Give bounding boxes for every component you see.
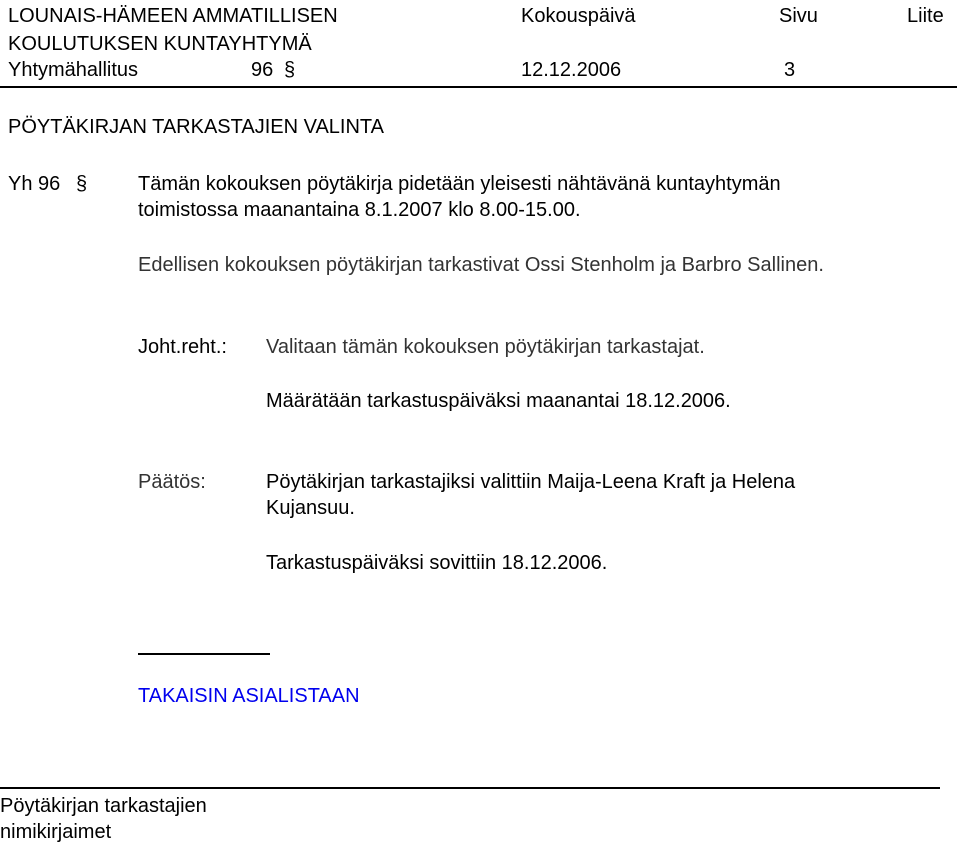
page-label: Sivu xyxy=(779,5,818,27)
meeting-date: 12.12.2006 xyxy=(521,59,622,81)
proposal-label: Joht.reht.: xyxy=(138,336,227,358)
section-sign-icon: § xyxy=(284,59,296,81)
decision-label: Päätös: xyxy=(138,471,206,493)
paragraph-1-line-2: toimistossa maanantaina 8.1.2007 klo 8.00-15.00. xyxy=(138,199,581,221)
section-sign-icon: § xyxy=(76,173,88,195)
paragraph-1-line-1: Tämän kokouksen pöytäkirja pidetään yleisesti nähtävänä kuntayhtymän xyxy=(138,173,781,195)
org-name-line2: KOULUTUKSEN KUNTAYHTYMÄ xyxy=(8,33,312,55)
section-number: 96 xyxy=(251,59,274,81)
date-label: Kokouspäivä xyxy=(521,5,636,27)
proposal-line-1: Valitaan tämän kokouksen pöytäkirjan tarkastajat. xyxy=(266,336,705,358)
attachment-label: Liite xyxy=(907,5,944,27)
link-divider xyxy=(138,653,270,655)
decision-line-3: Tarkastuspäiväksi sovittiin 18.12.2006. xyxy=(266,552,608,574)
paragraph-2: Edellisen kokouksen pöytäkirjan tarkastivat Ossi Stenholm ja Barbro Sallinen. xyxy=(138,254,824,276)
org-name-line1: LOUNAIS-HÄMEEN AMMATILLISEN xyxy=(8,5,338,27)
item-reference: Yh 96 xyxy=(8,173,61,195)
footer-line-2: nimikirjaimet xyxy=(0,821,112,843)
decision-line-2: Kujansuu. xyxy=(266,497,355,519)
board-name: Yhtymähallitus xyxy=(8,59,139,81)
item-title: PÖYTÄKIRJAN TARKASTAJIEN VALINTA xyxy=(8,116,385,138)
decision-line-1: Pöytäkirjan tarkastajiksi valittiin Maija-Leena Kraft ja Helena xyxy=(266,471,796,493)
footer-divider xyxy=(0,787,940,789)
footer-line-1: Pöytäkirjan tarkastajien xyxy=(0,795,207,817)
page-number: 3 xyxy=(784,59,796,81)
header-divider xyxy=(0,86,957,88)
proposal-line-2: Määrätään tarkastuspäiväksi maanantai 18.12.2006. xyxy=(266,390,731,412)
back-to-agenda-link[interactable]: TAKAISIN ASIALISTAAN xyxy=(138,685,360,707)
